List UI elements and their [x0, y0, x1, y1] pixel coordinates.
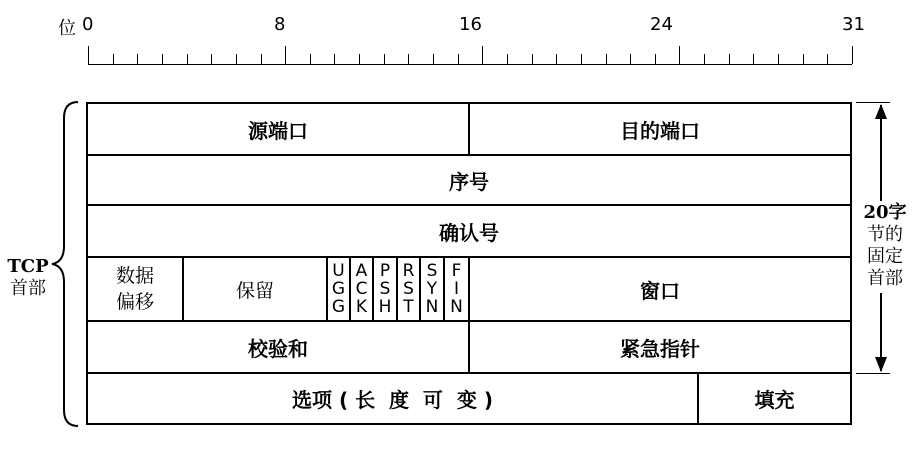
ruler-tick: [384, 54, 385, 64]
ruler-tick: [704, 54, 705, 64]
flag-letter: R: [402, 261, 415, 281]
data-offset-line1: 数据: [115, 265, 154, 287]
options-field: 选项 ( 长 度 可 变 ): [292, 388, 493, 412]
ruler-tick: [88, 46, 89, 64]
data-offset-field: [88, 258, 182, 320]
ruler-tick: [359, 54, 360, 64]
flag-letter: S: [403, 279, 414, 299]
flag-ack: [351, 258, 372, 320]
destination-port-field: 目的端口: [620, 118, 700, 143]
bit-label-prefix: 位: [58, 18, 76, 39]
tcp-header-label-line1: TCP: [7, 256, 49, 277]
ruler-tick: [556, 54, 557, 64]
bit-label-0: 0: [82, 14, 94, 35]
flag-letter: G: [331, 297, 346, 317]
tcp-header-label: [2, 256, 54, 300]
fixed-header-bottom-marker: [856, 373, 890, 374]
flag-letter: P: [379, 261, 391, 281]
ruler-tick: [187, 54, 188, 64]
ruler-tick: [285, 46, 286, 64]
flag-psh: [374, 258, 396, 320]
ruler-tick: [803, 54, 804, 64]
flag-letter: N: [425, 297, 439, 317]
ruler-tick: [310, 54, 311, 64]
ruler-tick: [532, 54, 533, 64]
bit-label-24: 24: [650, 14, 673, 35]
ruler-tick: [433, 54, 434, 64]
ruler-tick: [458, 54, 459, 64]
padding-field: 填充: [754, 388, 795, 412]
flag-letter: S: [379, 279, 391, 299]
window-field: 窗口: [640, 278, 680, 303]
ruler-tick: [630, 54, 631, 64]
ruler-tick: [606, 54, 607, 64]
fixed-header-label-line4: 首部: [867, 268, 903, 289]
flag-letter: G: [331, 279, 346, 299]
flag-letter: U: [332, 261, 345, 281]
ruler-tick: [236, 54, 237, 64]
flag-letter: Y: [426, 279, 438, 299]
bit-label-16: 16: [459, 14, 482, 35]
ruler-tick: [334, 54, 335, 64]
ruler-tick: [261, 54, 262, 64]
ruler-tick: [113, 54, 114, 64]
flag-letter: N: [450, 297, 463, 317]
sequence-number-field: 序号: [449, 169, 489, 194]
ack-number-field: 确认号: [439, 220, 499, 245]
ruler-tick: [827, 54, 828, 64]
flag-letter: K: [355, 297, 368, 317]
ruler-tick: [753, 54, 754, 64]
fixed-header-label-line1: 20字: [863, 202, 907, 223]
ruler-tick: [581, 54, 582, 64]
flag-letter: S: [426, 261, 438, 281]
flag-letter: I: [453, 279, 459, 299]
fixed-header-label-line3: 固定: [867, 246, 903, 267]
data-offset-line2: 偏移: [115, 291, 154, 313]
bit-label-8: 8: [274, 14, 286, 35]
ruler-tick: [211, 54, 212, 64]
fixed-header-label-line2: 节的: [867, 224, 903, 245]
flag-letter: H: [378, 297, 392, 317]
ruler-tick: [778, 54, 779, 64]
ruler-tick: [137, 54, 138, 64]
flag-rst: [398, 258, 419, 320]
urgent-pointer-field: 紧急指针: [620, 336, 700, 361]
flag-syn: [421, 258, 443, 320]
ruler-tick: [408, 54, 409, 64]
tcp-header-label-line2: 首部: [10, 278, 46, 299]
ruler-tick: [852, 46, 853, 64]
flag-letter: C: [355, 279, 368, 299]
fixed-header-label: [858, 202, 912, 290]
source-port-field: 源端口: [248, 118, 308, 143]
ruler-tick: [162, 54, 163, 64]
flag-letter: F: [451, 261, 462, 281]
bit-ruler: [88, 64, 852, 65]
ruler-tick: [482, 46, 483, 64]
bit-label-31: 31: [842, 14, 865, 35]
checksum-field: 校验和: [248, 336, 308, 361]
ruler-tick: [679, 46, 680, 64]
ruler-tick: [655, 54, 656, 64]
flag-letter: A: [355, 261, 368, 281]
reserved-field: 保留: [235, 279, 274, 302]
ruler-tick: [507, 54, 508, 64]
flag-fin: [445, 258, 468, 320]
ruler-tick: [729, 54, 730, 64]
flag-letter: T: [403, 297, 414, 317]
flag-urg: [328, 258, 349, 320]
